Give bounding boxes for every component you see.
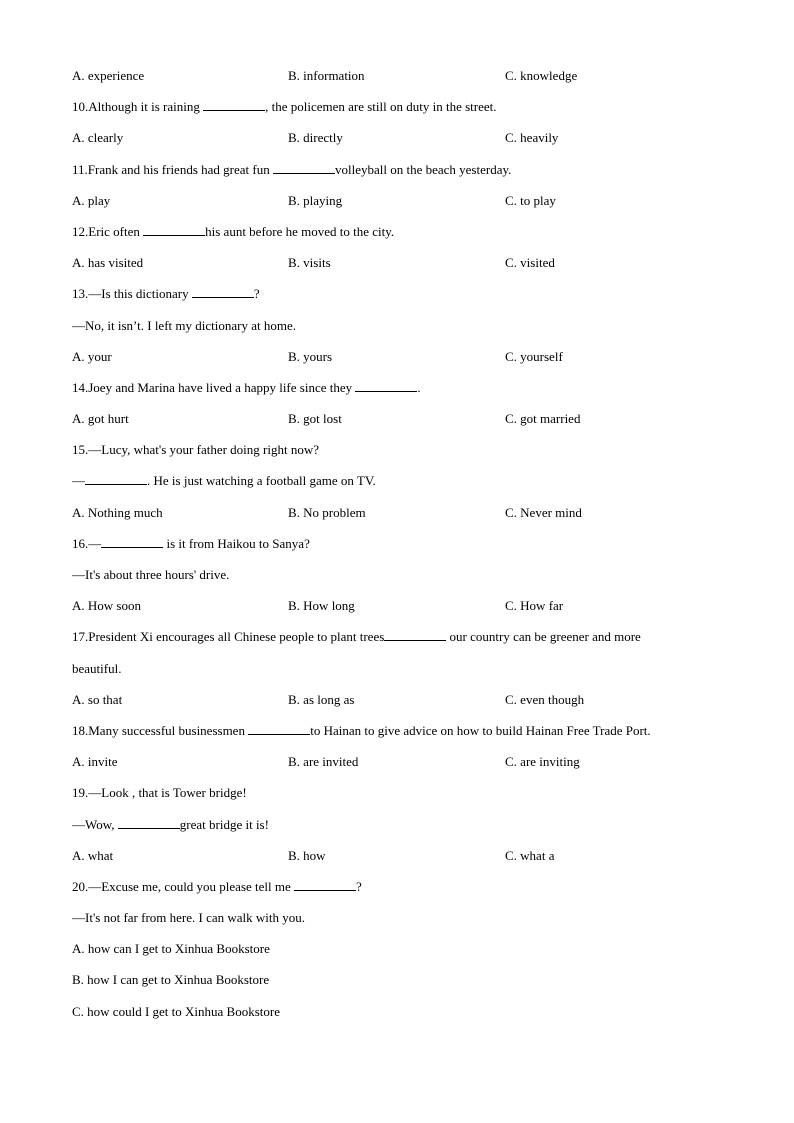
exam-page: [72, 64, 712, 1031]
q10-stem: [72, 95, 712, 126]
option-c: C. knowledge: [505, 68, 578, 83]
q11-options: [72, 189, 712, 220]
option-a: A. Nothing much: [72, 504, 163, 520]
stem-text: . He is just watching a football game on TV.: [147, 473, 376, 489]
stem-text: volleyball on the beach yesterday.: [334, 161, 512, 177]
option-b: B. information: [288, 68, 365, 83]
stem-text: —: [72, 473, 85, 489]
option-b: B. as long as: [288, 691, 355, 707]
stem-text: 11.Frank and his friends had great fun: [72, 161, 273, 177]
option-a: A. how can I get to Xinhua Bookstore: [72, 941, 270, 957]
stem-text: is it from Haikou to Sanya?: [163, 535, 310, 551]
option-b: B. No problem: [288, 504, 366, 520]
q19-reply: [72, 813, 712, 844]
q15-options: [72, 501, 712, 532]
q15-reply: [72, 469, 712, 500]
answer-blank: [192, 283, 254, 298]
option-c: C. yourself: [505, 348, 563, 364]
q17-stem: [72, 625, 712, 656]
answer-blank: [101, 533, 163, 548]
option-c: C. visited: [505, 255, 555, 271]
option-a: A. clearly: [72, 130, 124, 146]
option-a: A. your: [72, 348, 112, 364]
stem-text: great bridge it is!: [179, 816, 269, 832]
option-a: A. what: [72, 847, 114, 863]
option-c: C. are inviting: [505, 754, 580, 770]
q18-stem: [72, 719, 712, 750]
q17-options: [72, 688, 712, 719]
q19-options: [72, 844, 712, 875]
q10-options: [72, 126, 712, 157]
option-b: B. yours: [288, 348, 333, 364]
q12-stem: [72, 220, 712, 251]
stem-text: 10.Although it is raining: [72, 99, 204, 115]
option-c: C. How far: [505, 598, 564, 614]
q13-stem: [72, 282, 712, 313]
q14-stem: [72, 376, 712, 407]
stem-text: 18.Many successful businessmen: [72, 722, 249, 738]
option-a: A. so that: [72, 691, 123, 707]
option-b: B. how: [288, 847, 326, 863]
answer-blank: [273, 159, 335, 174]
option-b: B. directly: [288, 130, 343, 146]
stem-text: 17.President Xi encourages all Chinese people to plant trees: [72, 629, 385, 645]
stem-text: his aunt before he moved to the city.: [205, 223, 395, 239]
option-a: A. experience: [72, 68, 145, 83]
stem-text: 13.—Is this dictionary: [72, 286, 192, 302]
stem-text: 20.—Excuse me, could you please tell me: [72, 878, 295, 894]
option-c: C. heavily: [505, 130, 559, 146]
option-b: B. how I can get to Xinhua Bookstore: [72, 972, 270, 988]
answer-blank: [294, 876, 356, 891]
q17-stem-continued: beautiful.: [72, 660, 122, 676]
option-c: C. what a: [505, 847, 555, 863]
answer-blank: [118, 814, 180, 829]
q9-options: [72, 64, 712, 95]
option-a: A. How soon: [72, 598, 141, 614]
answer-blank: [203, 96, 265, 111]
stem-text: 14.Joey and Marina have lived a happy life since they: [72, 379, 356, 395]
option-b: B. are invited: [288, 754, 359, 770]
stem-text: ?: [356, 878, 362, 894]
stem-text: our country can be greener and more: [446, 629, 641, 645]
option-b: B. got lost: [288, 411, 342, 427]
option-a: A. play: [72, 192, 111, 208]
answer-blank: [355, 377, 417, 392]
option-b: B. visits: [288, 255, 331, 271]
q15-stem: 15.—Lucy, what's your father doing right now?: [72, 442, 319, 458]
stem-text: .: [417, 379, 421, 395]
q16-options: [72, 594, 712, 625]
q16-stem: [72, 532, 712, 563]
q13-options: [72, 345, 712, 376]
option-c: C. even though: [505, 691, 585, 707]
q16-reply: —It's about three hours' drive.: [72, 567, 230, 582]
q14-options: [72, 407, 712, 438]
option-c: C. got married: [505, 411, 581, 427]
q12-options: [72, 251, 712, 282]
q20-reply: —It's not far from here. I can walk with you.: [72, 910, 306, 926]
option-a: A. has visited: [72, 255, 144, 271]
option-c: C. Never mind: [505, 504, 582, 520]
option-c: C. how could I get to Xinhua Bookstore: [72, 1003, 280, 1019]
answer-blank: [85, 470, 147, 485]
option-a: A. got hurt: [72, 411, 129, 427]
option-c: C. to play: [505, 192, 556, 208]
answer-blank: [384, 626, 446, 641]
q13-reply: —No, it isn’t. I left my dictionary at home.: [72, 317, 296, 333]
q19-stem: 19.—Look , that is Tower bridge!: [72, 785, 247, 801]
stem-text: to Hainan to give advice on how to build Hainan Free Trade Port.: [310, 722, 651, 738]
stem-text: 16.—: [72, 535, 102, 551]
stem-text: , the policemen are still on duty in the street.: [265, 99, 497, 115]
option-b: B. How long: [288, 598, 355, 614]
answer-blank: [248, 720, 310, 735]
q20-stem: [72, 875, 712, 906]
q11-stem: [72, 158, 712, 189]
q18-options: [72, 750, 712, 781]
stem-text: ?: [253, 286, 260, 302]
stem-text: —Wow,: [72, 816, 118, 832]
stem-text: 12.Eric often: [72, 223, 144, 239]
option-a: A. invite: [72, 754, 118, 770]
option-b: B. playing: [288, 192, 343, 208]
answer-blank: [143, 221, 205, 236]
